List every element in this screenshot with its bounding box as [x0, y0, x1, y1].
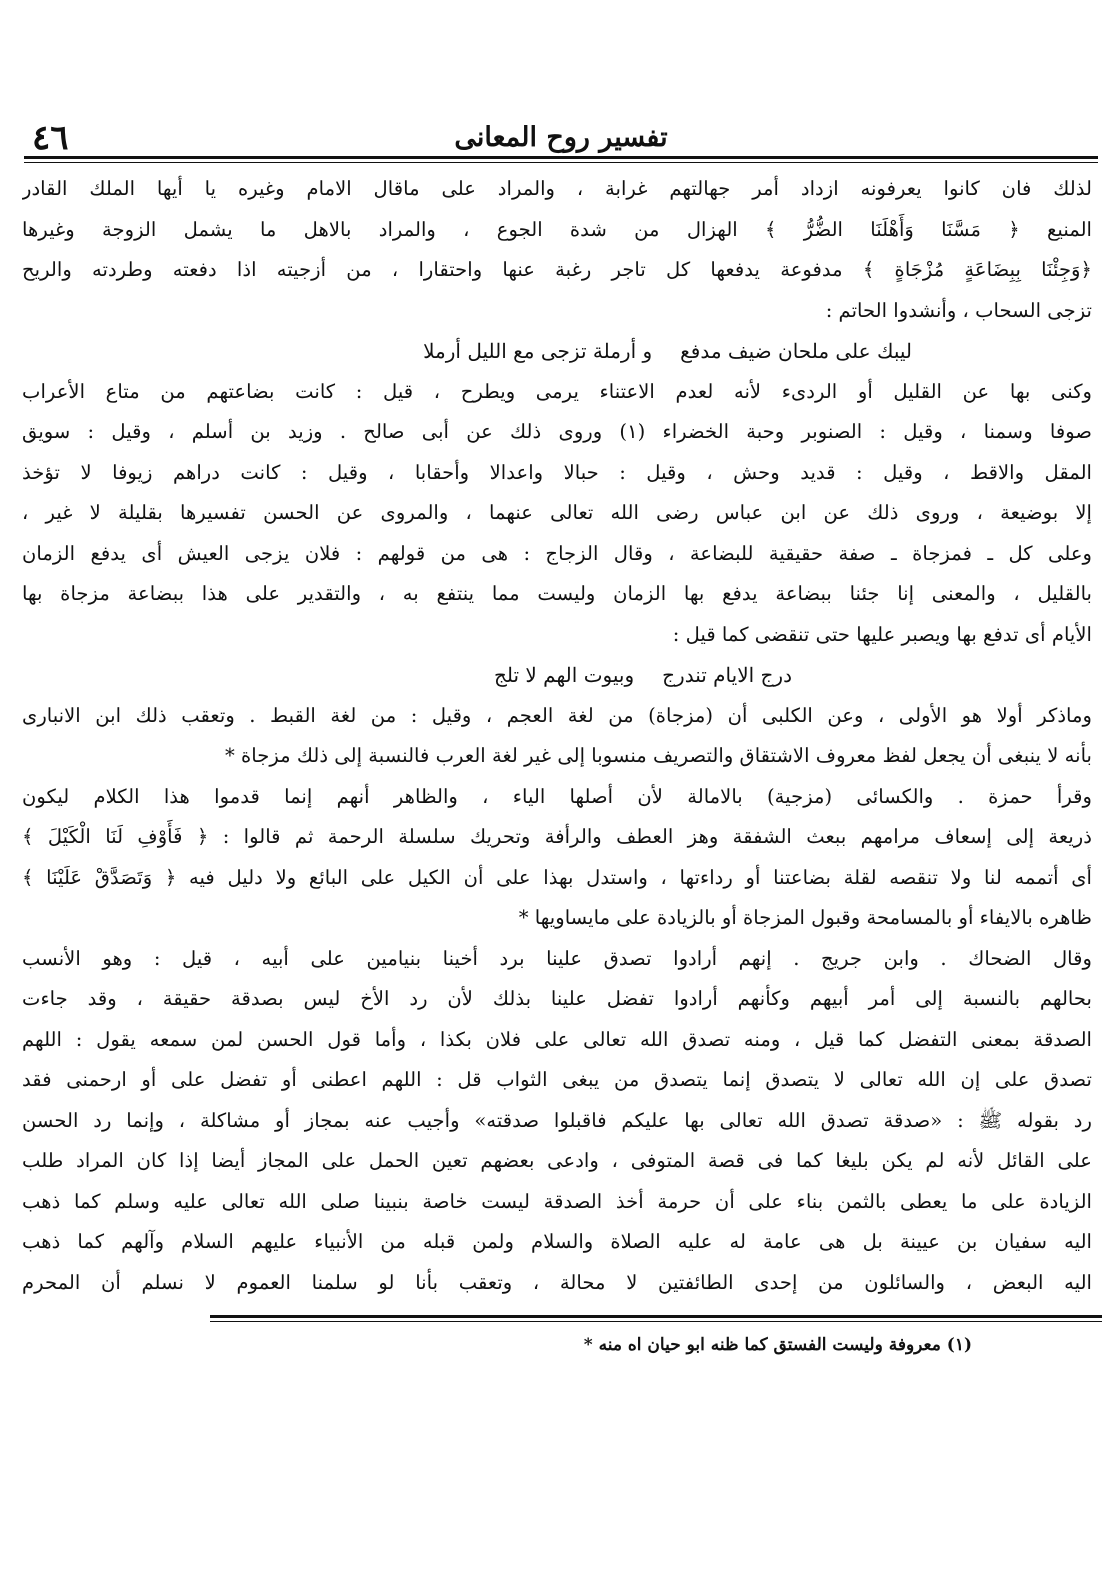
text-line: أى أتممه لنا ولا تنقصه لقلة بضاعتنا أو رداءتها ، واستدل بهذا على أن الكيل على البائع ولا دليل فيه ﴿ وَتَصَدَّقْ عَلَيْنَا ﴾ [22, 865, 1092, 889]
verse-first-hemistich: ليبك على ملحان ضيف مدفع [680, 339, 912, 363]
text-line: وكنى بها عن القليل أو الردىء لأنه لعدم الاعتناء يرمى ويطرح ، قيل : كانت بضاعتهم من متاع الأعراب [22, 379, 1092, 403]
page [20, 118, 1102, 1362]
page-header [20, 118, 1102, 156]
text-line: الأيام أى تدفع بها ويصبر عليها حتى تنقضى كما قيل : [672, 622, 1092, 646]
text-line: تزجى السحاب ، وأنشدوا الحاتم : [825, 298, 1092, 322]
text-line: ظاهره بالايفاء أو بالمسامحة وقبول المزجاة أو بالزيادة على مايساويها * [518, 906, 1092, 929]
footnote: (١) معروفة وليست الفستق كما ظنه ابو حيان اه منه * [583, 1335, 972, 1355]
text-line: المنيع ﴿ مَسَّنَا وَأَهْلَنَا الضُّرُّ ﴾ الهزال من شدة الجوع ، والمراد بالاهل ما يشمل الزوجة وغيرها [22, 217, 1092, 241]
text-line: وقرأ حمزة . والكسائى (مزجية) بالامالة لأن أصلها الياء ، والظاهر أنهم إنما قدموا هذا الكلام ليكون [22, 784, 1092, 808]
text-line: لذلك فان كانوا يعرفونه ازداد أمر جهالتهم غرابة ، والمراد على ماقال الامام وغيره يا أيها الملك القادر [22, 177, 1092, 200]
text-line: على القائل لأنه لم يكن بليغا كما فى قصة المتوفى ، وادعى بعضهم تعين الحمل على المجاز أيضا إذا كان المراد طلب [22, 1149, 1092, 1172]
header-rule [24, 156, 1098, 163]
poem-verse [22, 655, 792, 696]
text-line: اليه البعض ، والسائلون من إحدى الطائفتين لا محالة ، وتعقب بأنا لو سلمنا العموم لا نسلم أن المحرم [22, 1270, 1092, 1294]
text-line: المقل والاقط ، وقيل : قديد وحش ، وقيل : حبالا واعدالا وأحقابا ، وقيل : كانت دراهم زيوفا لا تؤخذ [22, 460, 1092, 484]
text-line: بالقليل ، والمعنى إنا جئنا ببضاعة يدفع بها الزمان وليست مما ينتفع به ، والتقدير على هذا ببضاعة مزجاة بها [22, 582, 1092, 605]
poem-verse [22, 331, 912, 372]
text-line: ذريعة إلى إسعاف مرامهم ببعث الشفقة وهز العطف والرأفة وتحريك سلسلة الرحمة ثم قالوا : ﴿ فَأَوْفِ لَنَا الْكَيْلَ ﴾ [22, 825, 1092, 848]
text-line: رد بقوله ﷺ : «صدقة تصدق الله تعالى بها عليكم فاقبلوا صدقته» وأجيب عنه بمجاز أو مشاكلة ، وإنما رد الحسن [22, 1108, 1092, 1132]
text-line: صوفا وسمنا ، وقيل : الصنوبر وحبة الخضراء (١) وروى ذلك عن أبى صالح . وزيد بن أسلم ، وقيل : سويق [22, 420, 1092, 443]
text-line: وقال الضحاك . وابن جريج . إنهم أرادوا تصدق علينا برد أخينا بنيامين على أبيه ، قيل : وهو الأنسب [22, 946, 1092, 970]
text-line: تصدق على إن الله تعالى لا يتصدق إنما يتصدق من يبغى الثواب قل : اللهم اعطنى أو تفضل على أو ارحمنى فقد [22, 1068, 1092, 1091]
text-line: الزيادة على ما يعطى بالثمن بناء على أن حرمة أخذ الصدقة ليست خاصة بنبينا صلى الله تعالى عليه وسلم كما ذهب [22, 1189, 1092, 1213]
text-line: إلا بوضيعة ، وروى ذلك عن ابن عباس رضى الله تعالى عنهما ، والمروى عن الحسن تفسيرها بقليلة لا غير ، [22, 501, 1092, 524]
text-line: وعلى كل ـ فمزجاة ـ صفة حقيقية للبضاعة ، وقال الزجاج : هى من قولهم : فلان يزجى العيش أى يدفع الزمان [22, 541, 1092, 565]
footnote-rule [210, 1315, 1102, 1322]
text-line: ﴿وَجِئْنَا بِبِضَاعَةٍ مُزْجَاةٍ ﴾ مدفوعة يدفعها كل تاجر رغبة عنها واحتقارا ، من أزجيته اذا دفعته وطردته والريح [22, 258, 1092, 281]
body-text [20, 169, 1102, 1303]
page-title: تفسير روح المعانى [454, 122, 668, 153]
text-line: بحالهم بالنسبة إلى أمر أبيهم وكأنهم أرادوا تفضل علينا بذلك لأن رد الأخ ليس بصدقة حقيقة ، وقد جاءت [22, 987, 1092, 1010]
verse-second-hemistich: و أرملة تزجى مع الليل أرملا [423, 339, 653, 363]
verse-second-hemistich: وبيوت الهم لا تلج [493, 663, 635, 687]
text-line: وماذكر أولا هو الأولى ، وعن الكلبى أن (مزجاة) من لغة العجم ، وقيل : من لغة القبط . وتعقب ذلك ابن الانبارى [22, 703, 1092, 727]
verse-first-hemistich: درج الايام تندرج [662, 663, 792, 687]
page-number: ٤٦ [32, 118, 69, 158]
text-line: بأنه لا ينبغى أن يجعل لفظ معروف الاشتقاق والتصريف منسوبا إلى غير لغة العرب فالنسبة إلى ذلك مزجاة * [224, 744, 1092, 767]
text-line: الصدقة بمعنى التفضل كما قيل ، ومنه تصدق الله تعالى على فلان بكذا ، وأما قول الحسن لمن سمعه يقول : اللهم [22, 1027, 1092, 1051]
text-line: اليه سفيان بن عيينة بل هى عامة له عليه الصلاة والسلام ولمن قبله من الأنبياء عليهم السلام وآلهم كما ذهب [22, 1230, 1092, 1253]
